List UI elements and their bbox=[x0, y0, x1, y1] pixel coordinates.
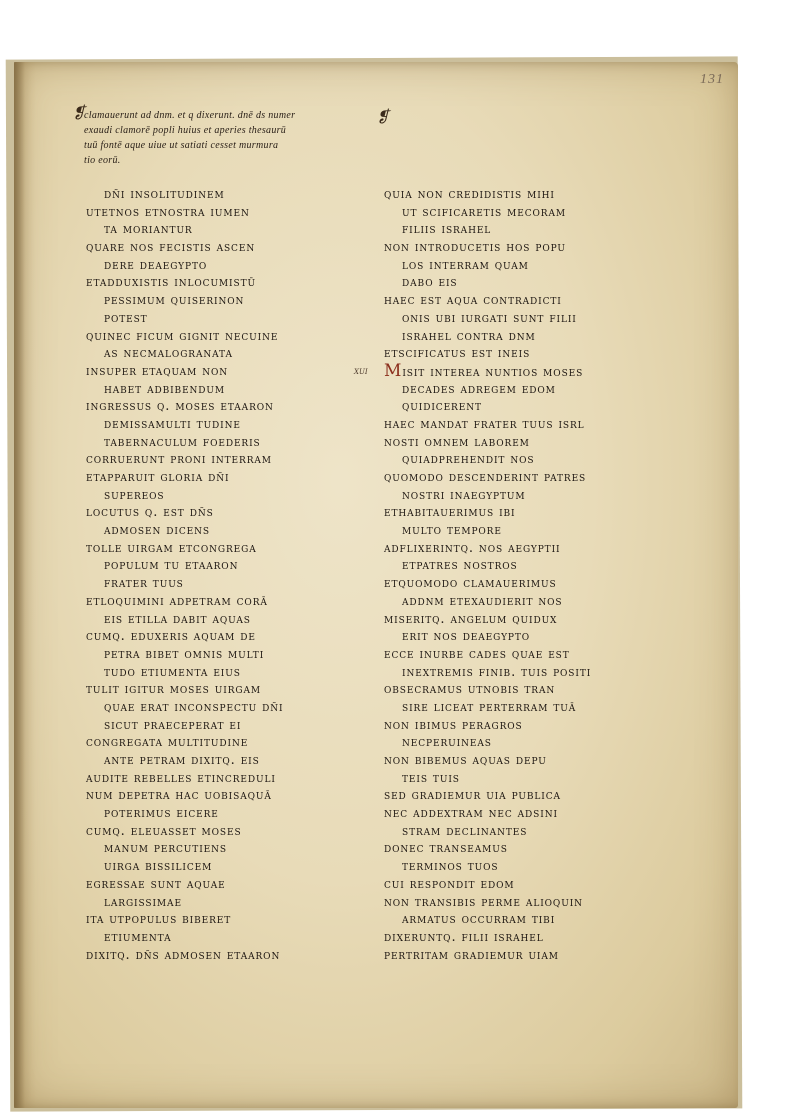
folio-number: 131 bbox=[700, 72, 724, 87]
rubricated-initial: M bbox=[384, 360, 403, 381]
text-line bbox=[384, 593, 684, 611]
text-line-content: egressae sunt aquae bbox=[86, 876, 226, 892]
text-line-content: manum percutiens bbox=[104, 841, 227, 857]
text-line bbox=[384, 328, 684, 346]
text-line-content: cumq. eleuasset moses bbox=[86, 823, 242, 839]
text-line-content: non bibemus aquas depu bbox=[384, 753, 547, 768]
text-line-content: num depetra hac uobisaquā bbox=[86, 788, 272, 804]
text-line bbox=[384, 469, 684, 487]
text-line bbox=[354, 360, 684, 381]
insertion-mark-icon: ❡ bbox=[72, 105, 86, 122]
text-line-content: teis tuis bbox=[402, 770, 460, 786]
text-line-content: corruerunt proni interram bbox=[86, 452, 272, 468]
text-line-content: etpatres nostros bbox=[402, 558, 518, 574]
text-line bbox=[384, 787, 684, 805]
text-line bbox=[86, 787, 386, 805]
text-line-content: tabernaculum foederis bbox=[104, 434, 261, 450]
text-line bbox=[86, 292, 386, 310]
text-line bbox=[384, 540, 684, 558]
text-line-content: nostri inaegyptum bbox=[402, 487, 526, 503]
text-line bbox=[384, 611, 684, 629]
text-line-content: armatus occurram tibi bbox=[402, 912, 556, 928]
text-line bbox=[86, 487, 386, 505]
text-line-content: quomodo descenderint patres bbox=[384, 470, 587, 485]
text-line bbox=[384, 221, 684, 239]
text-line-content: dñi insolitudinem bbox=[104, 187, 225, 202]
text-line-content: supereos bbox=[104, 487, 165, 503]
text-line-content: quae erat inconspectu dñi bbox=[104, 699, 284, 715]
text-line-content: quare nos fecistis ascen bbox=[86, 240, 256, 256]
text-line bbox=[86, 840, 386, 858]
text-line bbox=[86, 947, 386, 965]
text-line bbox=[86, 770, 386, 788]
text-line-content: etapparuit gloria dñi bbox=[86, 470, 230, 485]
text-line-content: israhel contra dnm bbox=[402, 328, 536, 344]
text-line-content: frater tuus bbox=[104, 576, 184, 592]
text-line-content: tudo etiumenta eius bbox=[104, 664, 241, 680]
text-line bbox=[86, 575, 386, 593]
text-line bbox=[86, 204, 386, 222]
text-line-content: eis etilla dabit aquas bbox=[104, 611, 251, 627]
text-line bbox=[86, 734, 386, 752]
text-line bbox=[384, 310, 684, 328]
text-line-content: etiumenta bbox=[104, 929, 172, 945]
text-line-content: haec est aqua contradicti bbox=[384, 293, 562, 309]
text-line bbox=[384, 345, 684, 363]
insertion-mark-icon: ❡ bbox=[376, 109, 390, 126]
marginal-note-line: tio eorū. bbox=[84, 155, 121, 166]
text-line bbox=[86, 274, 386, 292]
text-line bbox=[86, 805, 386, 823]
text-line bbox=[86, 752, 386, 770]
text-line bbox=[384, 557, 684, 575]
text-line-content: as necmalogranata bbox=[104, 346, 233, 362]
text-line-content: uirga bissilicem bbox=[104, 859, 213, 875]
text-line-content: pertritam gradiemur uiam bbox=[384, 947, 559, 963]
text-line-content: isit interea nuntios moses bbox=[402, 364, 584, 380]
marginal-note-line: tuū fontē aque uiue ut satiati cesset murmura bbox=[84, 140, 279, 151]
text-line bbox=[86, 416, 386, 434]
text-line bbox=[384, 257, 684, 275]
text-line bbox=[86, 540, 386, 558]
text-line bbox=[384, 770, 684, 788]
text-line-content: cui respondit edom bbox=[384, 876, 515, 892]
text-line bbox=[384, 699, 684, 717]
text-line-content: populum tu etaaron bbox=[104, 558, 239, 574]
text-line bbox=[86, 186, 386, 204]
text-line-content: quidicerent bbox=[402, 399, 482, 415]
text-line bbox=[384, 823, 684, 841]
text-line bbox=[384, 646, 684, 664]
text-line bbox=[384, 858, 684, 876]
text-line-content: cumq. eduxeris aquam de bbox=[86, 629, 256, 645]
text-line-content: dixeruntq. filii israhel bbox=[384, 929, 544, 945]
text-line bbox=[86, 894, 386, 912]
text-line bbox=[86, 699, 386, 717]
text-line bbox=[86, 557, 386, 575]
text-line bbox=[86, 646, 386, 664]
text-line bbox=[86, 823, 386, 841]
text-line bbox=[384, 805, 684, 823]
text-line bbox=[86, 434, 386, 452]
text-line bbox=[86, 345, 386, 363]
text-line-content: non transibis perme alioquin bbox=[384, 894, 583, 910]
text-line-content: quinec ficum gignit necuine bbox=[86, 328, 279, 344]
text-line-content: non ibimus peragros bbox=[384, 717, 523, 733]
text-line-content: donec transeamus bbox=[384, 841, 508, 857]
text-line-content: potest bbox=[104, 310, 148, 326]
text-line bbox=[384, 894, 684, 912]
text-line bbox=[86, 664, 386, 682]
marginal-note bbox=[72, 105, 390, 168]
text-line bbox=[86, 876, 386, 894]
text-line bbox=[384, 717, 684, 735]
text-line bbox=[86, 681, 386, 699]
text-line-content: pessimum quiserinon bbox=[104, 293, 245, 309]
text-line-content: quia non credidistis mihi bbox=[384, 187, 555, 202]
manuscript-page bbox=[14, 62, 738, 1108]
text-line-content: etscificatus est ineis bbox=[384, 346, 531, 362]
text-line bbox=[86, 310, 386, 328]
text-line bbox=[384, 876, 684, 894]
text-line-content: stram declinantes bbox=[402, 823, 528, 839]
text-line bbox=[384, 204, 684, 222]
text-line bbox=[384, 274, 684, 292]
text-line-content: ethabitauerimus ibi bbox=[384, 505, 516, 521]
text-line bbox=[86, 593, 386, 611]
text-line-content: sed gradiemur uia publica bbox=[384, 788, 561, 804]
text-line bbox=[384, 681, 684, 699]
text-line-content: decades adregem edom bbox=[402, 381, 556, 397]
text-line bbox=[86, 398, 386, 416]
text-line-content: demissamulti tudine bbox=[104, 416, 241, 432]
text-line-content: petra bibet omnis multi bbox=[104, 646, 265, 662]
text-line-content: dixitq. dñs admosen etaaron bbox=[86, 947, 281, 963]
text-line-content: etadduxistis inlocumistū bbox=[86, 275, 256, 291]
text-line-content: tolle uirgam etcongrega bbox=[86, 540, 257, 556]
marginal-note-line: exaudi clamorē popli huius et aperies thesaurū bbox=[84, 125, 287, 136]
text-line bbox=[384, 628, 684, 646]
text-line-content: congregata multitudine bbox=[86, 735, 249, 751]
text-line-content: admosen dicens bbox=[104, 523, 210, 539]
text-line-content: ecce inurbe cades quae est bbox=[384, 646, 570, 662]
text-line bbox=[384, 398, 684, 416]
right-text-column bbox=[354, 186, 684, 964]
marginal-note-line: clamauerunt ad dnm. et q dixerunt. dnē ds numer bbox=[84, 110, 296, 121]
text-line bbox=[384, 239, 684, 257]
text-line bbox=[384, 504, 684, 522]
text-line bbox=[384, 911, 684, 929]
text-line bbox=[86, 504, 386, 522]
text-line bbox=[384, 840, 684, 858]
text-line bbox=[86, 717, 386, 735]
text-line bbox=[86, 611, 386, 629]
left-text-column bbox=[86, 186, 386, 964]
text-line-content: habet adbibendum bbox=[104, 381, 226, 397]
text-line bbox=[384, 929, 684, 947]
text-line-content: sire liceat perterram tuā bbox=[402, 699, 577, 715]
text-line bbox=[86, 858, 386, 876]
text-line-content: utetnos etnostra iumen bbox=[86, 204, 250, 220]
text-line-content: ita utpopulus biberet bbox=[86, 912, 232, 928]
text-line bbox=[86, 628, 386, 646]
text-line bbox=[384, 292, 684, 310]
text-line-content: etquomodo clamauerimus bbox=[384, 576, 557, 592]
text-line bbox=[86, 328, 386, 346]
text-line bbox=[86, 929, 386, 947]
text-line-content: dabo eis bbox=[402, 275, 458, 291]
text-line-content: ta moriantur bbox=[104, 222, 193, 238]
text-line-content: filiis israhel bbox=[402, 222, 492, 238]
text-line-content: poterimus eicere bbox=[104, 806, 219, 822]
text-line-content: haec mandat frater tuus isrl bbox=[384, 416, 585, 432]
text-line-content: erit nos deaegypto bbox=[402, 629, 531, 645]
text-line-content: dere deaegypto bbox=[104, 257, 208, 273]
text-line-content: onis ubi iurgati sunt filii bbox=[402, 310, 577, 326]
text-line bbox=[384, 947, 684, 965]
text-line-content: ante petram dixitq. eis bbox=[104, 753, 260, 768]
text-line bbox=[384, 487, 684, 505]
text-line-content: quiadprehendit nos bbox=[402, 452, 535, 468]
text-line-content: audite rebelles etincreduli bbox=[86, 770, 276, 786]
text-line bbox=[384, 522, 684, 540]
text-line-content: terminos tuos bbox=[402, 859, 499, 875]
text-line bbox=[384, 451, 684, 469]
text-line bbox=[384, 416, 684, 434]
text-line-content: multo tempore bbox=[402, 523, 502, 539]
text-line-content: los interram quam bbox=[402, 257, 529, 273]
text-line-content: inextremis finib. tuis positi bbox=[402, 664, 592, 680]
text-line-content: nec addextram nec adsini bbox=[384, 806, 558, 822]
text-line bbox=[86, 363, 386, 381]
chapter-number: xui bbox=[354, 365, 368, 377]
text-line bbox=[86, 381, 386, 399]
text-line bbox=[384, 381, 684, 399]
text-line-content: insuper etaquam non bbox=[86, 363, 229, 379]
text-line bbox=[86, 469, 386, 487]
text-line-content: ut scificaretis mecoram bbox=[402, 204, 566, 220]
text-line bbox=[384, 575, 684, 593]
text-line-content: sicut praeceperat ei bbox=[104, 717, 242, 733]
text-line bbox=[86, 451, 386, 469]
text-line bbox=[384, 664, 684, 682]
text-line bbox=[86, 221, 386, 239]
text-line bbox=[86, 239, 386, 257]
text-line bbox=[384, 752, 684, 770]
text-line bbox=[86, 911, 386, 929]
text-line-content: necperuineas bbox=[402, 735, 492, 751]
text-line bbox=[86, 257, 386, 275]
text-line bbox=[384, 434, 684, 452]
text-line-content: miseritq. angelum quidux bbox=[384, 611, 558, 627]
text-line-content: obsecramus utnobis tran bbox=[384, 682, 556, 698]
text-line bbox=[384, 734, 684, 752]
text-line-content: nosti omnem laborem bbox=[384, 434, 530, 450]
text-line-content: locutus q. est dñs bbox=[86, 505, 214, 521]
text-line-content: non introducetis hos popu bbox=[384, 240, 566, 256]
text-line-content: addnm etexaudierit nos bbox=[402, 593, 563, 609]
text-line-content: largissimae bbox=[104, 894, 182, 910]
text-line-content: ingressus q. moses etaaron bbox=[86, 399, 274, 415]
text-line-content: adflixerintq. nos aegyptii bbox=[384, 540, 561, 556]
text-line-content: tulit igitur moses uirgam bbox=[86, 682, 261, 698]
text-line-content: etloquimini adpetram corā bbox=[86, 593, 268, 609]
text-line bbox=[86, 522, 386, 540]
text-line bbox=[384, 186, 684, 204]
